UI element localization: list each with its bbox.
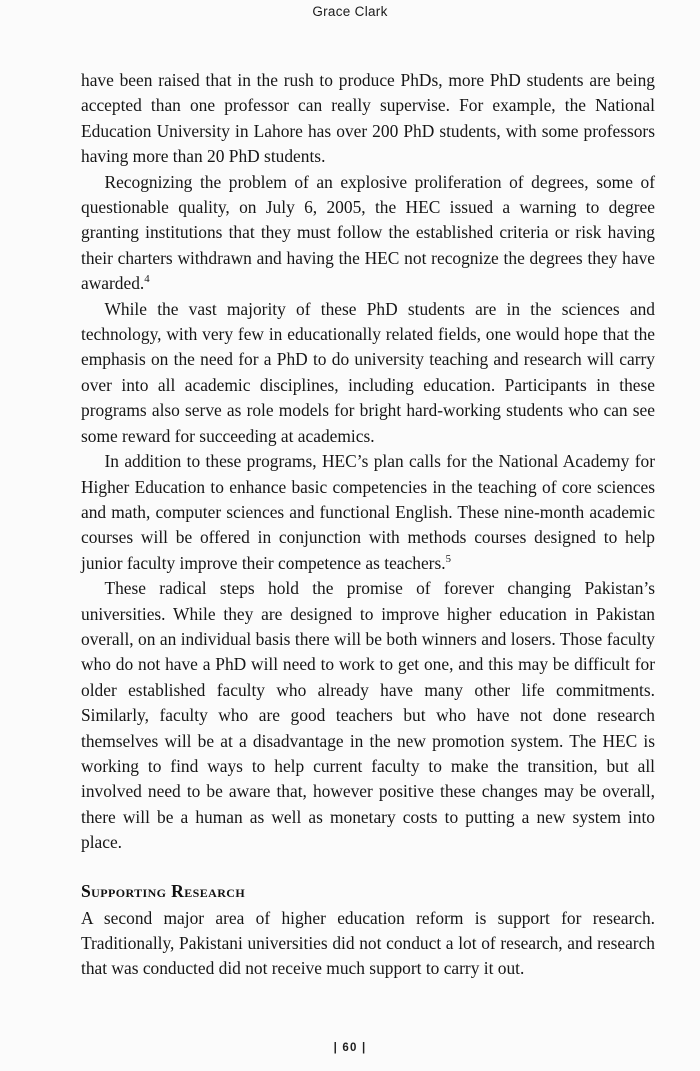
page-body-column xyxy=(81,68,655,982)
paragraph-radical-steps: These radical steps hold the promise of forever changing Pakistan’s universities. While they are designed to improve higher education in Pakistan overall, on an individual basis there will be both winners and losers. Those faculty who do not have a PhD will need to work to get one, and this may be difficult for older established faculty who already have many other life commitments. Similarly, faculty who are good teachers but who have not done research themselves will be at a disadvantage in the new promotion system. The HEC is working to find ways to help current faculty to make the transition, but all involved need to be aware that, however positive these changes may be overall, there will be a human as well as monetary costs to putting a new system into place. xyxy=(81,578,655,853)
paragraph-phd-supervision: have been raised that in the rush to produce PhDs, more PhD students are being accepted than one professor can really supervise. For example, the National Education University in Lahore has over 200 PhD students, with some professors having more than 20 PhD students. xyxy=(81,70,655,167)
paragraph-national-academy xyxy=(81,449,655,576)
footnote-ref-4[interactable]: 4 xyxy=(144,273,150,286)
paragraph-text: Recognizing the problem of an explosive proliferation of degrees, some of questionable quality, on July 6, 2005, the HEC issued a warning to degree granting institutions that they must follow the established criteria or risk having their charters withdrawn and having the HEC not recognize the degrees they have awarded. xyxy=(81,171,655,294)
paragraph-supporting-research: A second major area of higher education reform is support for research. Traditionally, Pakistani universities did not conduct a lot of research, and research that was conducted did not receive much support to carry it out. xyxy=(81,907,655,979)
page-number: | 60 | xyxy=(333,1042,367,1054)
heading-spacer xyxy=(81,856,655,879)
section-heading-supporting-research: Supporting Research xyxy=(81,880,246,901)
paragraph-hec-warning xyxy=(81,170,655,297)
paragraph-sciences-technology: While the vast majority of these PhD students are in the sciences and technology, with very few in educationally related fields, one would hope that the emphasis on the need for a PhD to do university teaching and research will carry over into all academic disciplines, including education. Participants in these programs also serve as role models for bright hard-working students who can see some reward for succeeding at academics. xyxy=(81,298,655,446)
footnote-ref-5[interactable]: 5 xyxy=(445,552,451,565)
running-head: Grace Clark xyxy=(312,4,388,19)
paragraph-text: In addition to these programs, HEC’s plan calls for the National Academy for Higher Education to enhance basic competencies in the teaching of core sciences and math, computer sciences and functional English. These nine-month academic courses will be offered in conjunction with methods courses designed to help junior faculty improve their competence as teachers. xyxy=(81,451,655,573)
